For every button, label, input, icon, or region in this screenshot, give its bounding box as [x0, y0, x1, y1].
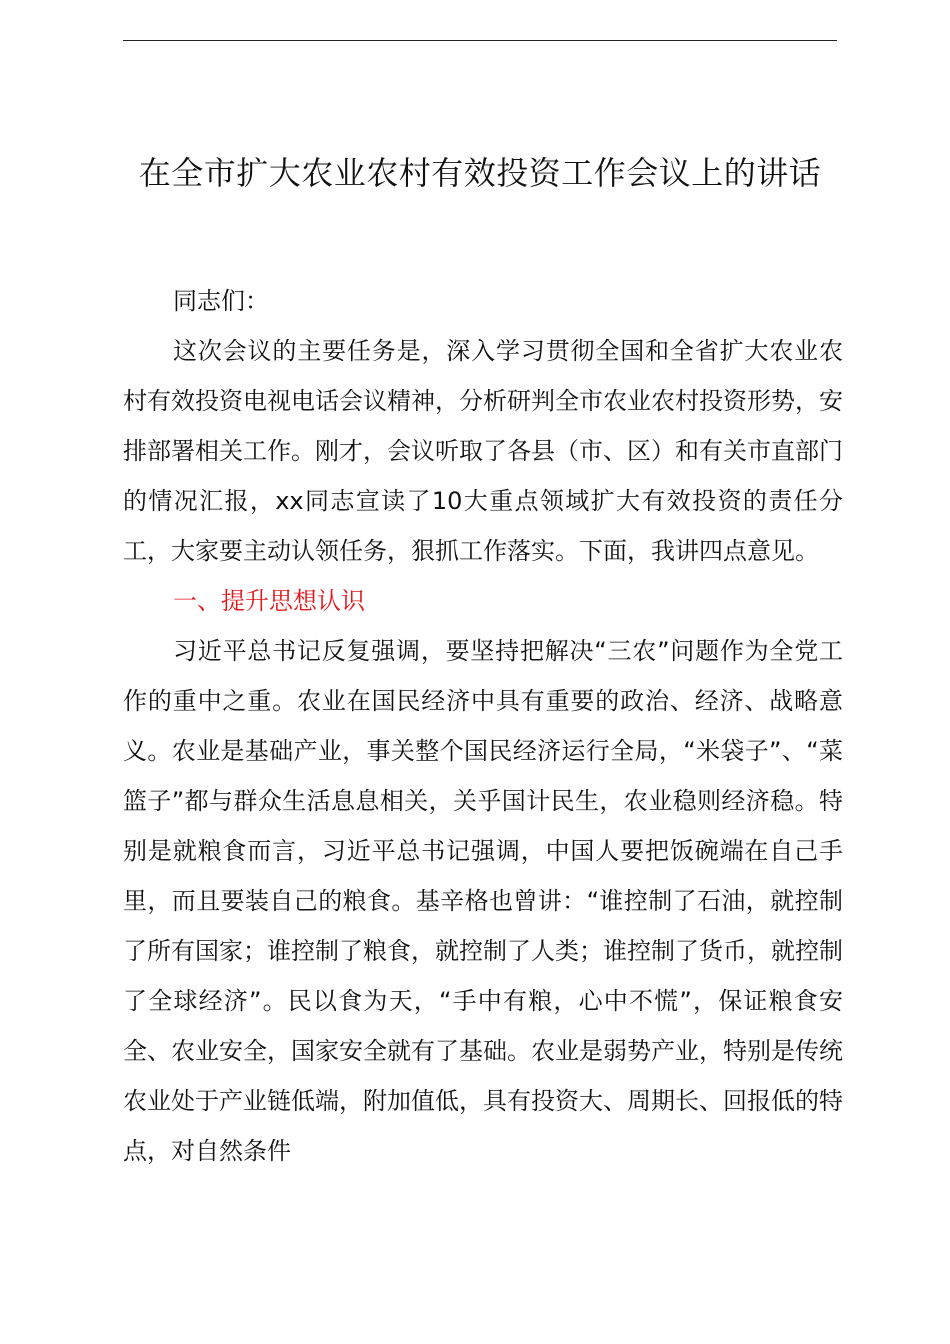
section-paragraph: 习近平总书记反复强调，要坚持把解决“三农”问题作为全党工作的重中之重。农业在国民经济中具有重要的政治、经济、战略意义。农业是基础产业，事关整个国民经济运行全局，“米袋子”、“菜篮子”都与群众生活息息相关，关乎国计民生，农业稳则经济稳。特别是就粮食而言，习近平总书记强调，中国人要把饭碗端在自己手里，而且要装自己的粮食。基辛格也曾讲：“谁控制了石油，就控制了所有国家；谁控制了粮食，就控制了人类；谁控制了货币，就控制了全球经济”。民以食为天，“手中有粮，心中不慌”，保证粮食安全、农业安全，国家安全就有了基础。农业是弱势产业，特别是传统农业处于产业链低端，附加值低，具有投资大、周期长、回报低的特点，对自然条件 — [123, 637, 843, 1165]
salutation: 同志们： — [173, 287, 269, 315]
section-heading: 一、提升思想认识 — [173, 587, 365, 615]
document-title: 在全市扩大农业农村有效投资工作会议上的讲话 — [138, 154, 822, 192]
intro-paragraph: 这次会议的主要任务是，深入学习贯彻全国和全省扩大农业农村有效投资电视电话会议精神，分析研判全市农业农村投资形势，安排部署相关工作。刚才，会议听取了各县（市、区）和有关市直部门的情况汇报，xx同志宣读了10大重点领域扩大有效投资的责任分工，大家要主动认领任务，狠抓工作落实。下面，我讲四点意见。 — [123, 337, 843, 565]
header-rule — [123, 40, 837, 41]
document-body — [123, 276, 843, 1176]
